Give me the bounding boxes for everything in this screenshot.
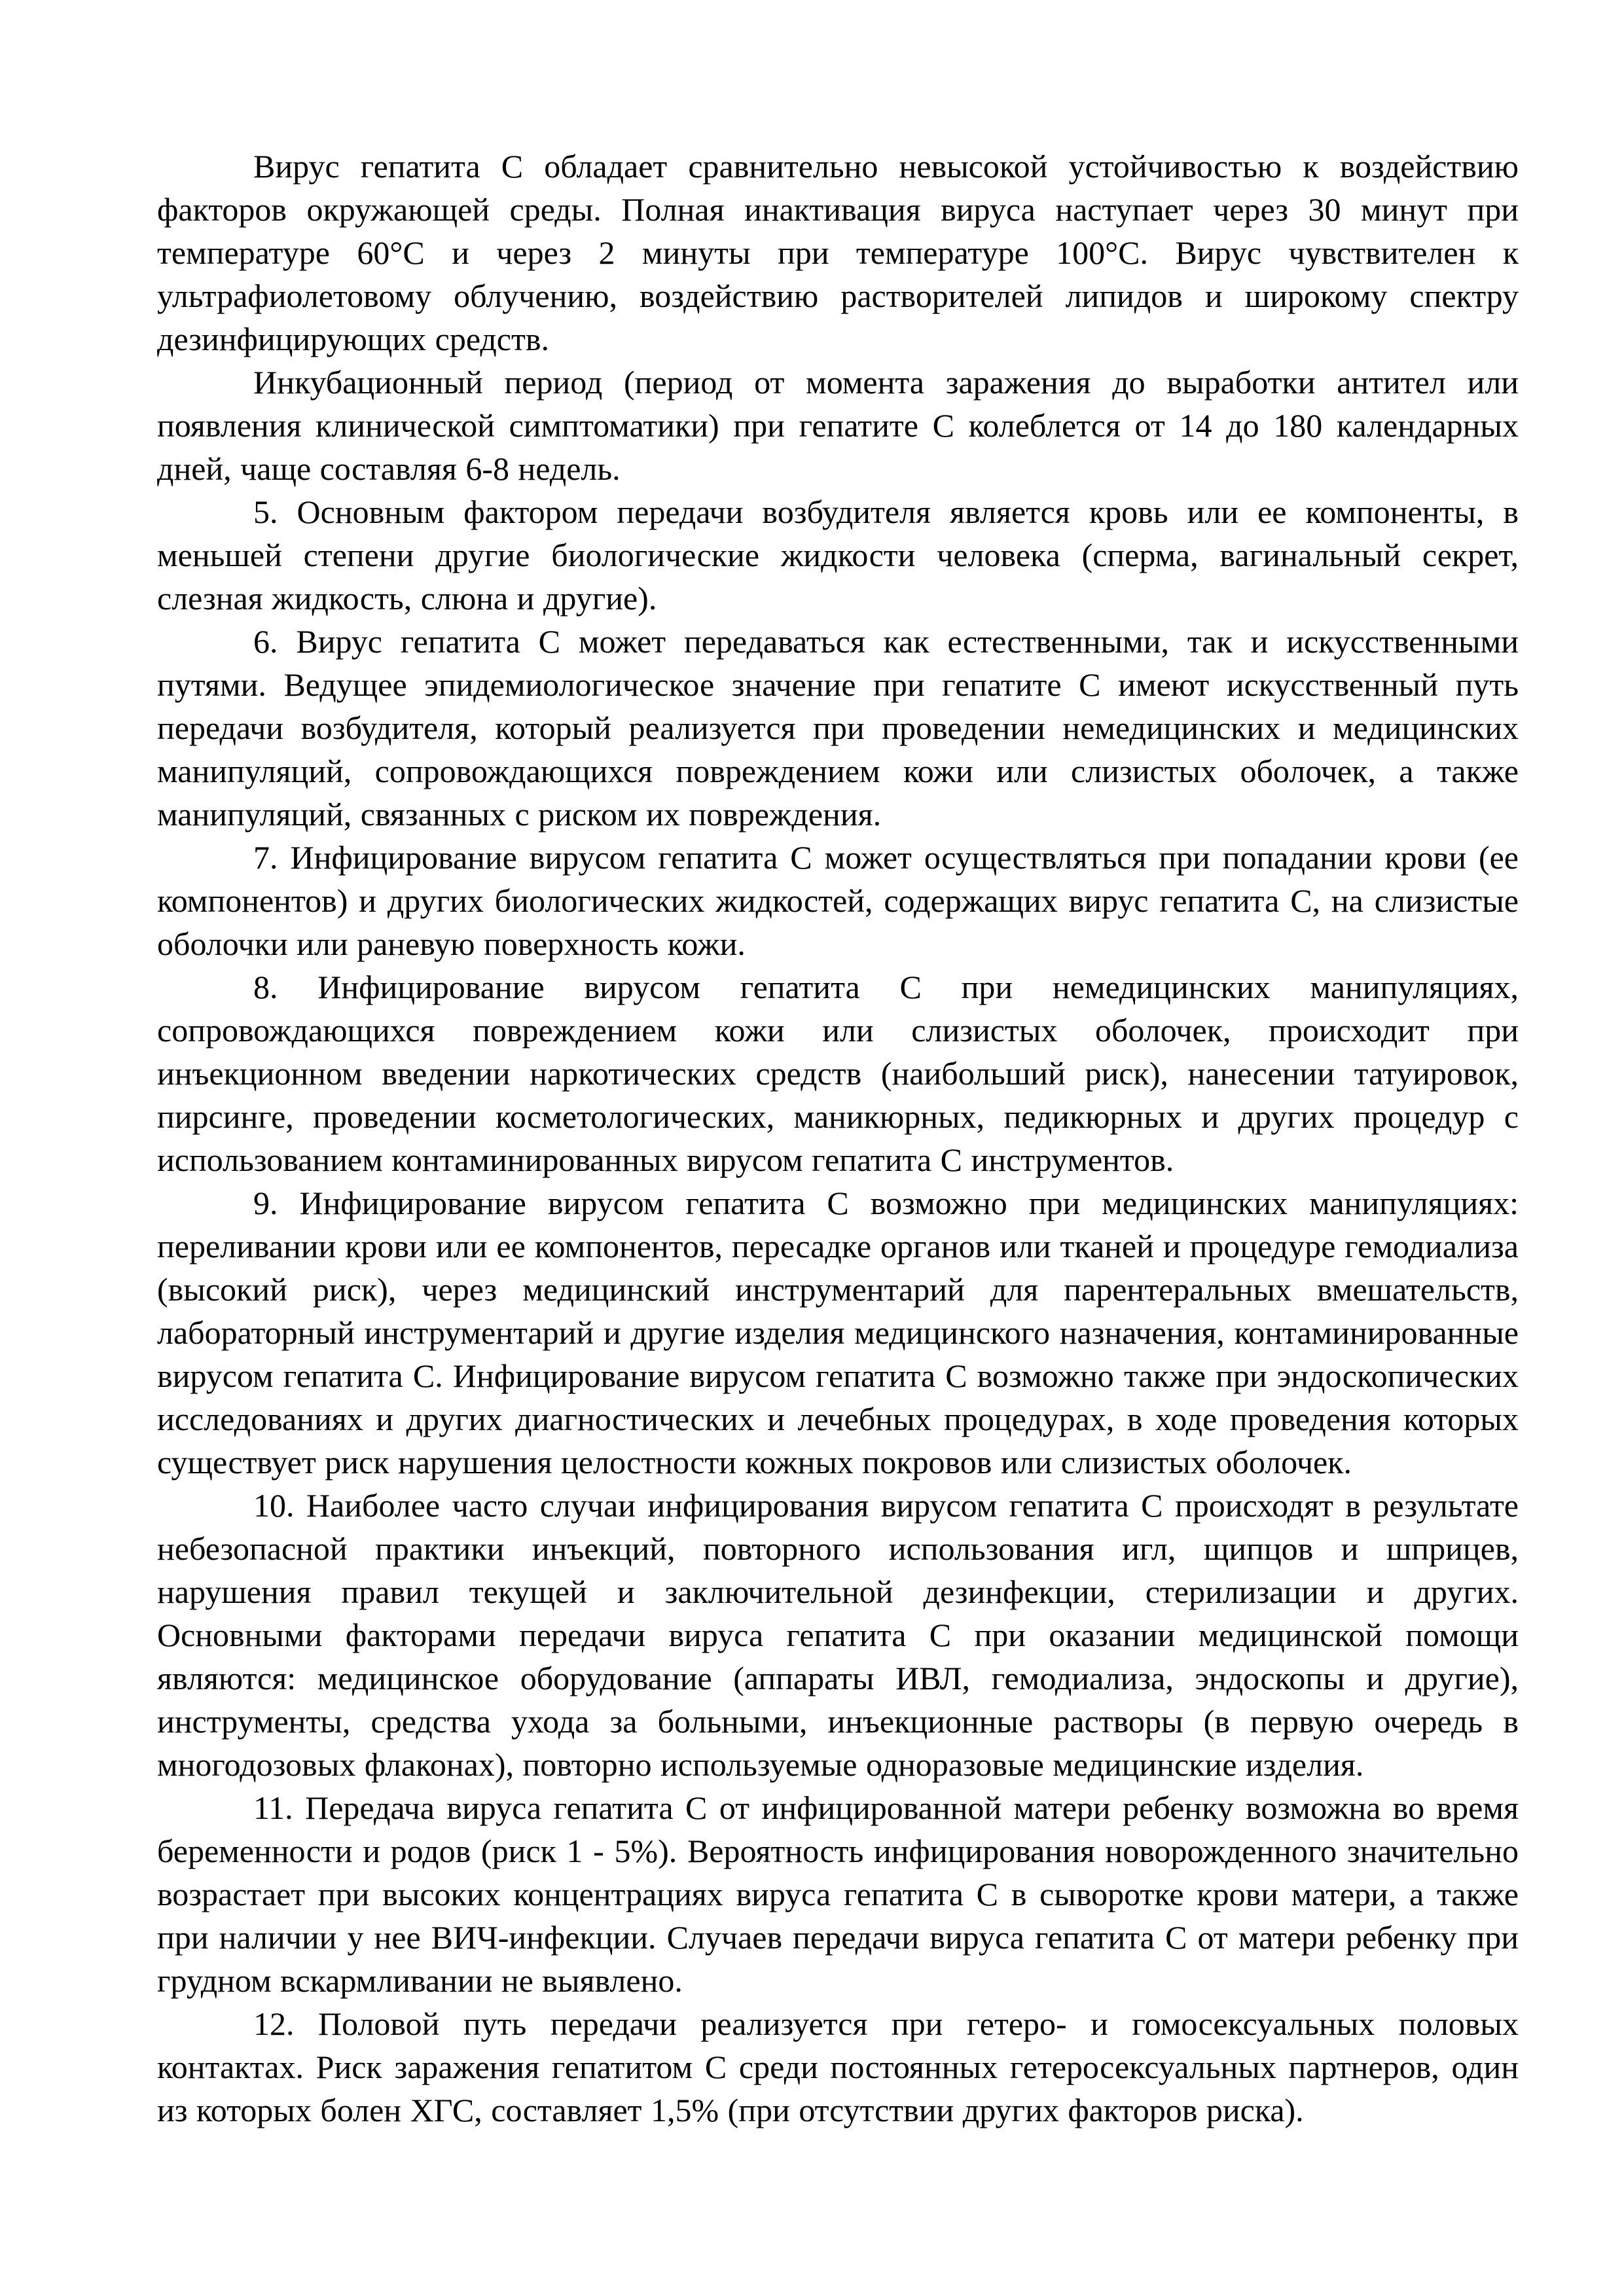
paragraph-incubation-period: Инкубационный период (период от момента заражения до выработки антител или появления клинической симптоматики) при гепатите С колеблется от 14 до 180 календарных дней, чаще составляя 6-8 недель.	[157, 364, 1519, 487]
paragraph-item-8: 8. Инфицирование вирусом гепатита С при немедицинских манипуляциях, сопровождающихся повреждением кожи или слизистых оболочек, происходит при инъекционном введении наркотических средств (наибольший риск), нанесении татуировок, пирсинге, проведении косметологических, маникюрных, педикюрных и других процедур с использованием контаминированных вирусом гепатита С инструментов.	[157, 969, 1519, 1178]
paragraph-item-11: 11. Передача вируса гепатита С от инфицированной матери ребенку возможна во время беременности и родов (риск 1 - 5%). Вероятность инфицирования новорожденного значительно возрастает при высоких концентрациях вируса гепатита С в сыворотке крови матери, а также при наличии у нее ВИЧ-инфекции. Случаев передачи вируса гепатита С от матери ребенку при грудном вскармливании не выявлено.	[157, 1789, 1519, 1999]
document-text-block	[157, 145, 1519, 2132]
paragraph-item-10: 10. Наиболее часто случаи инфицирования вирусом гепатита С происходят в результате небезопасной практики инъекций, повторного использования игл, щипцов и шприцев, нарушения правил текущей и заключительной дезинфекции, стерилизации и других. Основными факторами передачи вируса гепатита С при оказании медицинской помощи являются: медицинское оборудование (аппараты ИВЛ, гемодиализа, эндоскопы и другие), инструменты, средства ухода за больными, инъекционные растворы (в первую очередь в многодозовых флаконах), повторно используемые одноразовые медицинские изделия.	[157, 1487, 1519, 1783]
paragraph-item-7: 7. Инфицирование вирусом гепатита С может осуществляться при попадании крови (ее компонентов) и других биологических жидкостей, содержащих вирус гепатита С, на слизистые оболочки или раневую поверхность кожи.	[157, 839, 1519, 962]
paragraph-item-6: 6. Вирус гепатита С может передаваться как естественными, так и искусственными путями. Ведущее эпидемиологическое значение при гепатите С имеют искусственный путь передачи возбудителя, который реализуется при проведении немедицинских и медицинских манипуляций, сопровождающихся повреждением кожи или слизистых оболочек, а также манипуляций, связанных с риском их повреждения.	[157, 623, 1519, 833]
paragraph-item-9: 9. Инфицирование вирусом гепатита С возможно при медицинских манипуляциях: переливании крови или ее компонентов, пересадке органов или тканей и процедуре гемодиализа (высокий риск), через медицинский инструментарий для парентеральных вмешательств, лабораторный инструментарий и другие изделия медицинского назначения, контаминированные вирусом гепатита С. Инфицирование вирусом гепатита С возможно также при эндоскопических исследованиях и других диагностических и лечебных процедурах, в ходе проведения которых существует риск нарушения целостности кожных покровов или слизистых оболочек.	[157, 1185, 1519, 1480]
paragraph-env-stability: Вирус гепатита С обладает сравнительно невысокой устойчивостью к воздействию факторов окружающей среды. Полная инактивация вируса наступает через 30 минут при температуре 60°С и через 2 минуты при температуре 100°С. Вирус чувствителен к ультрафиолетовому облучению, воздействию растворителей липидов и широкому спектру дезинфицирующих средств.	[157, 148, 1519, 357]
paragraph-item-12: 12. Половой путь передачи реализуется при гетеро- и гомосексуальных половых контактах. Риск заражения гепатитом С среди постоянных гетеросексуальных партнеров, один из которых болен ХГС, составляет 1,5% (при отсутствии других факторов риска).	[157, 2005, 1519, 2128]
paragraph-item-5: 5. Основным фактором передачи возбудителя является кровь или ее компоненты, в меньшей степени другие биологические жидкости человека (сперма, вагинальный секрет, слезная жидкость, слюна и другие).	[157, 493, 1519, 617]
